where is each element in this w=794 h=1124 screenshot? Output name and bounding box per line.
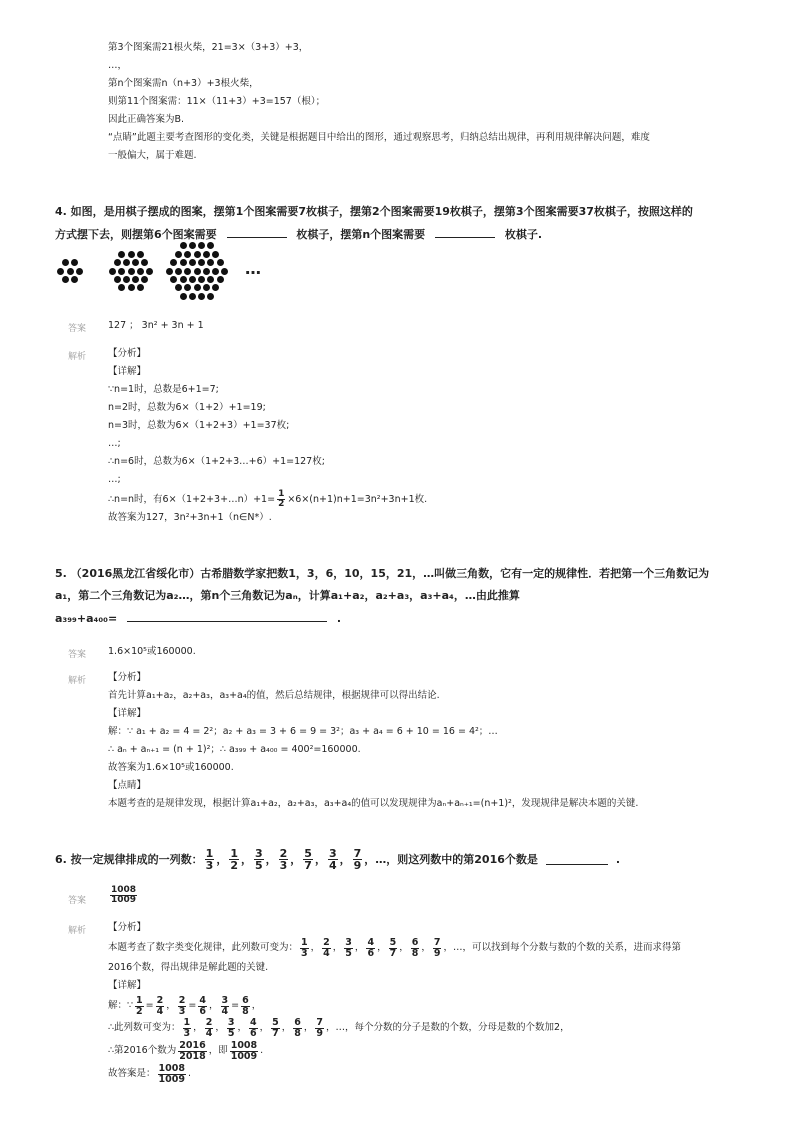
- figure-3-piece: [207, 242, 214, 249]
- q5-answer-label: 答案: [68, 650, 87, 660]
- q6-fraction-1: $\frac{1}{3}$: [205, 847, 214, 872]
- q5-stem-line-2: a₁，第二个三角数记为a₂…，第n个三角数记为aₙ，计算a₁+a₂，a₂+a₃，a₃+a₄，…由此推算: [55, 589, 520, 602]
- q4-answer-blank-1[interactable]: [227, 227, 287, 238]
- figure-2-piece: [109, 268, 116, 275]
- q6-analysis-3: 2016个数，得出规律是解此题的关键.: [108, 962, 269, 973]
- q6-l1-fraction-5: $\frac{5}{7}$: [389, 937, 397, 959]
- q5-analysis-3: 【详解】: [108, 708, 147, 719]
- q4-answer-label: 答案: [68, 324, 87, 334]
- q6-l6-f2-num: 1008: [230, 1040, 258, 1051]
- q6-l6-f1-num: 2016: [179, 1040, 206, 1051]
- q6-l1-fraction-1: $\frac{1}{3}$: [301, 937, 308, 959]
- q5-answer: 1.6×10⁵或160000.: [108, 646, 196, 657]
- figure-3-piece: [175, 284, 182, 291]
- q6-analysis-7: ∴第2016个数为 $\frac{2016}{2018}$ ，即 $\frac{1008}{1009}$ .: [108, 1040, 264, 1062]
- q6-l6a: ∴第2016个数为: [108, 1045, 177, 1056]
- q6-l7a: 故答案是：: [108, 1068, 156, 1079]
- q6-fraction-2: $\frac{1}{2}$: [230, 847, 238, 872]
- figure-1-piece: [71, 259, 78, 266]
- q5-stem-line-1: 5. （2016黑龙江省绥化市）古希腊数学家把数1，3，6，10，15，21，…叫做三角数，它有一定的规律性．若把第一个三角数记为: [55, 567, 710, 580]
- q4-analysis-8: …;: [108, 474, 121, 485]
- figure-3-piece: [212, 268, 219, 275]
- figure-3-piece: [207, 259, 214, 266]
- q6-analysis-2: [108, 937, 681, 959]
- q6-l5-fraction-7: $\frac{7}{9}$: [316, 1017, 324, 1039]
- figure-3-piece: [184, 284, 191, 291]
- q6-eq-left-3: $\frac{3}{4}$: [221, 995, 229, 1017]
- q4-stem-2a: 方式摆下去，则摆第6个图案需要: [55, 228, 217, 241]
- figure-2-piece: [128, 268, 135, 275]
- q6-l1-fraction-7: $\frac{7}{9}$: [433, 937, 441, 959]
- q6-analysis-8: 故答案是： $\frac{1008}{1009}$ .: [108, 1063, 191, 1085]
- figure-2-piece: [132, 259, 139, 266]
- q5-stem-line-3: [55, 611, 341, 626]
- q6-sequence: $\frac{1}{3}$ ， $\frac{1}{2}$ ， $\frac{3}{5}$ ， $\frac{2}{3}$ ， $\frac{5}{7}$ ， $\frac{3}{4}$ ， $\frac{7}{9}$ ，: [205, 847, 376, 872]
- q6-l1-fraction-4: $\frac{4}{6}$: [367, 937, 375, 959]
- figure-2-piece: [141, 259, 148, 266]
- figure-2-piece: [128, 284, 135, 291]
- figure-3-piece: [198, 259, 205, 266]
- q6-analysis-1: 【分析】: [108, 922, 147, 933]
- q6-l5-sequence: $\frac{1}{3}$ ， $\frac{2}{4}$ ， $\frac{3}{5}$ ， $\frac{4}{6}$ ， $\frac{5}{7}$ ， $\frac{6}{8}$ ， $\frac{7}{9}$ ，: [183, 1017, 336, 1039]
- figure-3-piece: [198, 242, 205, 249]
- q5-analysis-8: 本题考查的是规律发现，根据计算a₁+a₂，a₂+a₃，a₃+a₄的值可以发现规律为aₙ+aₙ₊₁=(n+1)²，发现规律是解决本题的关键.: [108, 798, 639, 809]
- q4-final: 故答案为127，3n²+3n+1（n∈N*）.: [108, 512, 272, 523]
- prev-line-5: 因此正确答案为B.: [108, 114, 185, 125]
- q4-frac-num: 1: [278, 489, 285, 499]
- q4-analysis-7: ∴n=6时，总数为6×（1+2+3…+6）+1=127枚;: [108, 456, 325, 467]
- q6-l6-mid: ，即: [208, 1045, 228, 1056]
- q6-answer-blank[interactable]: [546, 854, 608, 865]
- q6-answer-label: 答案: [68, 896, 87, 906]
- q6-l4-equations: $\frac{1}{2}$ = $\frac{2}{4}$ ， $\frac{2}{3}$ = $\frac{4}{6}$ ， $\frac{3}{4}$ = $\frac{6}{8}$ ，: [136, 995, 262, 1017]
- figure-3-piece: [203, 268, 210, 275]
- q6-l5b: …，每个分数的分子是数的个数，分母是数的个数加2，: [335, 1022, 570, 1033]
- q5-analysis-5: ∴ aₙ + aₙ₊₁ = (n + 1)²；∴ a₃₉₉ + a₄₀₀ = 400²=160000.: [108, 744, 361, 755]
- q6-eq-right-2: $\frac{4}{6}$: [199, 995, 206, 1017]
- figure-2-piece: [137, 284, 144, 291]
- q6-l4a: 解：∵: [108, 1000, 134, 1011]
- q6-l6-f2-den: 1009: [230, 1050, 258, 1062]
- figure-3-piece: [175, 268, 182, 275]
- q6-analysis-label: 解析: [68, 926, 87, 936]
- figure-1-piece: [76, 268, 83, 275]
- q6-eq-left-1: $\frac{1}{2}$: [136, 995, 143, 1017]
- figure-3-piece: [217, 276, 224, 283]
- q6-l6-f1-den: 2018: [179, 1050, 206, 1062]
- q4-last-b: ×6×(n+1)n+1=3n²+3n+1枚.: [287, 494, 428, 505]
- figure-3-piece: [180, 293, 187, 300]
- q6-analysis-6: [108, 1017, 570, 1039]
- q5-analysis-7: 【点睛】: [108, 780, 147, 791]
- figure-3-piece: [170, 259, 177, 266]
- q5-analysis-1: 【分析】: [108, 672, 147, 683]
- q6-l5-fraction-6: $\frac{6}{8}$: [294, 1017, 301, 1039]
- q4-stem-2b: 枚棋子，摆第n个图案需要: [296, 228, 426, 241]
- q4-analysis-5: n=3时，总数为6×（1+2+3）+1=37枚;: [108, 420, 290, 431]
- figure-3-piece: [175, 251, 182, 258]
- figure-3-piece: [198, 276, 205, 283]
- prev-line-2: …，: [108, 60, 128, 71]
- q6-answer-den: 1009: [111, 895, 137, 905]
- figure-3-piece: [194, 251, 201, 258]
- figure-3-piece: [194, 268, 201, 275]
- figure-2-piece: [146, 268, 153, 275]
- figure-2-piece: [123, 259, 130, 266]
- q4-stem-line-1: 4. 如图，是用棋子摆成的图案，摆第1个图案需要7枚棋子，摆第2个图案需要19枚棋子，摆第3个图案需要37枚棋子，按照这样的: [55, 205, 693, 218]
- q4-stem-2c: 枚棋子.: [504, 228, 543, 241]
- q4-last-a: ∴n=n时，有6×（1+2+3+…n）+1=: [108, 494, 276, 505]
- figure-3-piece: [212, 251, 219, 258]
- figure-ellipsis: …: [245, 259, 261, 278]
- prev-line-4: 则第11个图案需：11×（11+3）+3=157（根）；: [108, 96, 326, 107]
- figure-3-piece: [212, 284, 219, 291]
- figure-2-piece: [114, 259, 121, 266]
- q6-l1-fraction-2: $\frac{2}{4}$: [323, 937, 330, 959]
- q6-l5-fraction-5: $\frac{5}{7}$: [272, 1017, 279, 1039]
- figure-3-piece: [198, 293, 205, 300]
- q4-analysis-4: n=2时，总数为6×（1+2）+1=19;: [108, 402, 266, 413]
- figure-3-piece: [184, 251, 191, 258]
- q6-analysis-4: 【详解】: [108, 980, 147, 991]
- figure-3-piece: [207, 293, 214, 300]
- figure-3-piece: [184, 268, 191, 275]
- q6-l5-fraction-2: $\frac{2}{4}$: [205, 1017, 213, 1039]
- q6-l1-fraction-6: $\frac{6}{8}$: [411, 937, 419, 959]
- q5-analysis-4: 解：∵ a₁ + a₂ = 4 = 2²；a₂ + a₃ = 3 + 6 = 9 = 3²；a₃ + a₄ = 6 + 10 = 16 = 4²；…: [108, 726, 498, 737]
- figure-3-piece: [180, 259, 187, 266]
- figure-2-piece: [118, 268, 125, 275]
- q5-stem-3a: a₃₉₉+a₄₀₀=: [55, 612, 118, 625]
- q6-answer: [108, 886, 139, 905]
- q5-answer-blank[interactable]: [127, 611, 327, 622]
- q6-tail: …，则这列数中的第2016个数是: [375, 852, 538, 866]
- q6-l1b: …，可以找到每个分数与数的个数的关系，进而求得第: [453, 942, 682, 953]
- q6-fraction-3: $\frac{3}{5}$: [254, 847, 263, 872]
- q6-eq-right-1: $\frac{2}{4}$: [156, 995, 164, 1017]
- q4-stem-line-2: [55, 227, 542, 242]
- prev-line-1: 第3个图案需21根火柴，21=3×（3+3）+3，: [108, 42, 309, 53]
- figure-3-piece: [194, 284, 201, 291]
- figure-1-piece: [67, 268, 74, 275]
- figure-2-piece: [123, 276, 130, 283]
- q6-l5-fraction-3: $\frac{3}{5}$: [227, 1017, 235, 1039]
- figure-1-piece: [57, 268, 64, 275]
- q6-fraction-5: $\frac{5}{7}$: [304, 847, 312, 872]
- figure-2-piece: [128, 251, 135, 258]
- prev-line-3: 第n个图案需n（n+3）+3根火柴，: [108, 78, 259, 89]
- q6-answer-num: 1008: [111, 885, 137, 895]
- q6-l1a: 本题考查了数字类变化规律，此列数可变为：: [108, 942, 299, 953]
- figure-3-piece: [180, 276, 187, 283]
- q6-eq-left-2: $\frac{2}{3}$: [178, 995, 186, 1017]
- q6-eq-right-3: $\frac{6}{8}$: [242, 995, 249, 1017]
- q6-analysis-5: [108, 995, 261, 1017]
- q4-analysis-label: 解析: [68, 352, 87, 362]
- figure-3-piece: [207, 276, 214, 283]
- q6-l7-den: 1009: [158, 1073, 185, 1085]
- q6-stem: [55, 848, 620, 871]
- q5-stem-3b: .: [336, 612, 342, 625]
- prev-line-7: 一般偏大，属于难题.: [108, 150, 197, 161]
- figure-2-piece: [137, 251, 144, 258]
- q6-lead: 6. 按一定规律排成的一列数：: [55, 852, 203, 866]
- q5-analysis-6: 故答案为1.6×10⁵或160000.: [108, 762, 234, 773]
- figure-1-piece: [62, 259, 69, 266]
- figure-1-piece: [71, 276, 78, 283]
- figure-2-piece: [118, 251, 125, 258]
- figure-3-piece: [170, 276, 177, 283]
- figure-1-piece: [62, 276, 69, 283]
- figure-3-piece: [189, 293, 196, 300]
- figure-2-piece: [137, 268, 144, 275]
- q6-l1-fraction-3: $\frac{3}{5}$: [345, 937, 352, 959]
- figure-3-piece: [203, 284, 210, 291]
- figure-2-piece: [141, 276, 148, 283]
- q4-analysis-9: [108, 490, 427, 509]
- q5-analysis-2: 首先计算a₁+a₂，a₂+a₃，a₃+a₄的值，然后总结规律，根据规律可以得出结论.: [108, 690, 440, 701]
- figure-3-piece: [189, 259, 196, 266]
- q6-fraction-6: $\frac{3}{4}$: [328, 847, 337, 872]
- q4-analysis-1: 【分析】: [108, 348, 147, 359]
- q6-fraction-7: $\frac{7}{9}$: [353, 847, 362, 872]
- prev-line-6: “点睛”此题主要考查图形的变化类，关键是根据题目中给出的图形，通过观察思考，归纳总结出规律，再利用规律解决问题，难度: [108, 132, 650, 143]
- q4-analysis-6: …;: [108, 438, 121, 449]
- q4-frac-den: 2: [278, 499, 285, 509]
- q4-answer-blank-2[interactable]: [435, 227, 495, 238]
- figure-3-piece: [217, 259, 224, 266]
- q5-analysis-label: 解析: [68, 676, 87, 686]
- q6-tail-end: .: [615, 852, 621, 866]
- figure-2-piece: [114, 276, 121, 283]
- q4-analysis-3: ∵n=1时，总数是6+1=7;: [108, 384, 219, 395]
- q6-l5-fraction-4: $\frac{4}{6}$: [249, 1017, 257, 1039]
- figure-3-piece: [221, 268, 228, 275]
- figure-3-piece: [180, 242, 187, 249]
- q6-fraction-4: $\frac{2}{3}$: [279, 847, 288, 872]
- q4-analysis-2: 【详解】: [108, 366, 147, 377]
- figure-3-piece: [189, 276, 196, 283]
- figure-3-piece: [189, 242, 196, 249]
- q6-l5-fraction-1: $\frac{1}{3}$: [183, 1017, 191, 1039]
- q6-l7-num: 1008: [158, 1063, 185, 1074]
- figure-2-piece: [118, 284, 125, 291]
- figure-2-piece: [132, 276, 139, 283]
- figure-3-piece: [203, 251, 210, 258]
- q6-l1-sequence: $\frac{1}{3}$ ， $\frac{2}{4}$ ， $\frac{3}{5}$ ， $\frac{4}{6}$ ， $\frac{5}{7}$ ， $\frac{6}{8}$ ， $\frac{7}{9}$ ，: [301, 937, 453, 959]
- figure-3-piece: [166, 268, 173, 275]
- q4-answer: 127 ； 3n² + 3n + 1: [108, 320, 204, 331]
- q6-l5a: ∴此列数可变为：: [108, 1022, 181, 1033]
